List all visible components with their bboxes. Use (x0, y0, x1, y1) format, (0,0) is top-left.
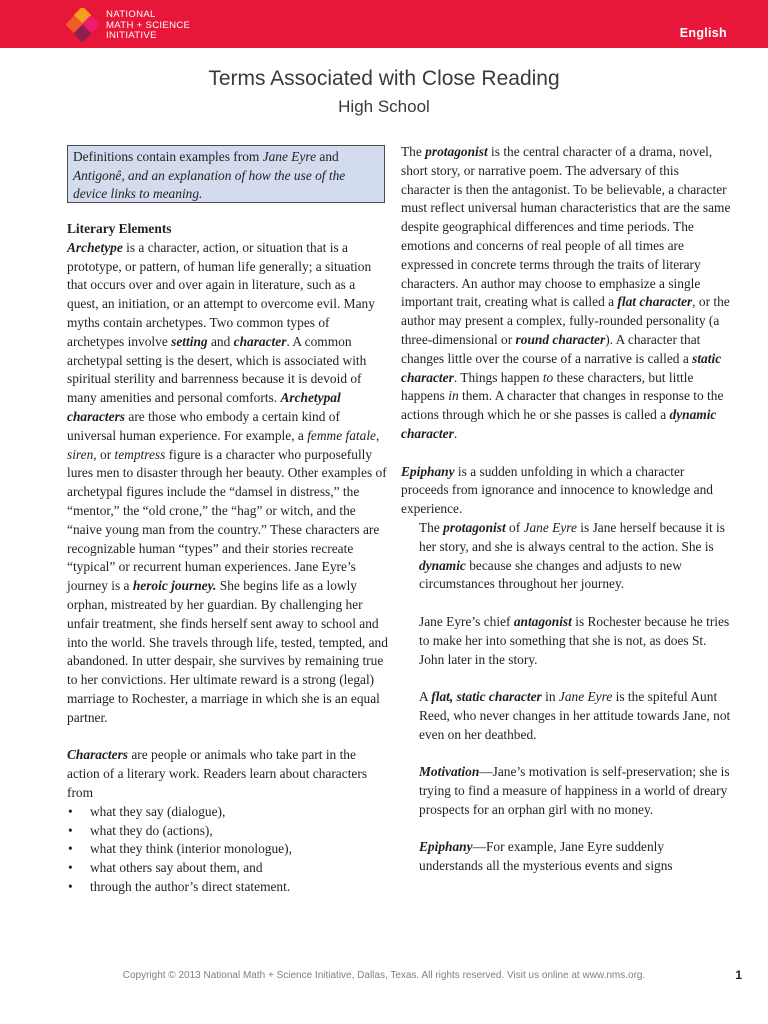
body-text-italic: femme fatale (307, 427, 376, 443)
list-item: • what they do (actions), (67, 822, 389, 841)
term-static-character: static character (401, 350, 722, 385)
list-item: • what they think (interior monologue), (67, 840, 389, 859)
body-text: ). A character that changes little over the course of a narrative is called a (401, 331, 701, 366)
term-archetype: Archetype (67, 239, 123, 255)
body-text: these characters, but little happens (401, 369, 694, 404)
nms-logo-icon[interactable] (66, 8, 100, 42)
note-text: Jane Eyre (262, 149, 317, 164)
term-epiphany: Epiphany (419, 839, 473, 855)
body-text: is a sudden unfolding in which a character proceeds from ignorance and innocence to knowledge and experience. (401, 463, 713, 517)
term-archetypal-characters: Archetypal characters (67, 390, 341, 424)
list-item: • what others say about them, and (67, 859, 389, 878)
body-text-italic: temptress (114, 446, 166, 462)
page-subtitle: High School (338, 97, 430, 116)
term-epiphany: Epiphany (401, 463, 455, 479)
body-text: are people or animals who take part in the action of a literary work. Readers learn about characters from (67, 747, 368, 800)
body-text: . Things happen (453, 369, 543, 385)
protagonist-paragraph (401, 143, 731, 444)
term-flat-static-character: flat, static character (431, 689, 542, 705)
body-text: . A common archetypal setting is the desert, which is associated with spiritual sterility and barrenness because it is devoid of many amenities and personal comforts. (67, 333, 367, 406)
body-text: A (419, 689, 432, 705)
definitions-note-box (67, 145, 385, 203)
term-antagonist: antagonist (513, 613, 572, 629)
body-text: is Jane herself because it is her story, and she is always central to the action. She is (419, 519, 725, 554)
term-dynamic-character: dynamic character (401, 407, 717, 441)
right-column (401, 143, 731, 876)
body-text: The (401, 144, 426, 159)
body-text: and (207, 333, 234, 349)
body-text-italic: Jane Eyre (558, 689, 613, 705)
jane-eyre-examples (401, 519, 731, 876)
archetype-paragraph (67, 239, 389, 728)
section-heading-literary-elements: Literary Elements (67, 221, 172, 236)
characters-paragraph (67, 746, 389, 802)
logo-line: MATH + SCIENCE (106, 19, 191, 31)
term-dynamic: dynamic (419, 557, 466, 573)
characterization-list (67, 803, 389, 897)
note-text: Antigonê, and an explanation of how the use of the device links to meaning. (73, 167, 346, 202)
body-text: —For example, Jane Eyre suddenly understands all the mysterious events and signs (419, 839, 673, 874)
left-column (67, 220, 389, 897)
page-title: Terms Associated with Close Reading (208, 67, 560, 90)
body-text: of (505, 519, 524, 535)
example-flat-static (419, 688, 731, 744)
example-motivation (419, 763, 731, 819)
body-text: The (419, 519, 444, 535)
body-text-italic: siren (67, 446, 94, 462)
note-text: and (316, 149, 339, 164)
epiphany-paragraph (401, 463, 731, 519)
copyright-footer: Copyright © 2013 National Math + Science Initiative, Dallas, Texas. All rights reserved. Visit us online at www.nms.org. (122, 970, 646, 981)
body-text: , or (93, 446, 115, 462)
list-item: • through the author’s direct statement. (67, 878, 389, 897)
body-text: figure is a character who purposefully lures men to disaster through her beauty. Other examples of archetypal figures include the “damsel in distress,” the “mentor,” the “old crone,” the “hag” or witch, and the “naive young man from the country.” These characters are recognizable human “types” and their stories recreate “typical” or recurrent human experiences. Jane Eyre’s journey is a (67, 446, 387, 594)
body-text: , (376, 427, 380, 443)
term-setting: setting (171, 333, 208, 349)
body-text: because she changes and adjusts to new circumstances throughout her journey. (419, 557, 682, 592)
page-number: 1 (735, 968, 742, 982)
language-selector[interactable]: English (679, 26, 727, 40)
body-text: , or the author may present a complex, fully-rounded personality (a three-dimensional or (401, 294, 730, 347)
body-text: them. A character that changes in response to the actions through which he or she passes is called a (401, 388, 724, 423)
header-bar (0, 0, 768, 48)
term-protagonist: protagonist (443, 519, 506, 535)
body-text: Jane Eyre’s chief (419, 613, 514, 629)
term-character: character (233, 333, 287, 349)
example-protagonist (419, 519, 731, 594)
body-text: —Jane’s motivation is self-preservation; she is trying to find a measure of happiness in a world of dreary prospects for an orphan girl with no money. (419, 764, 730, 817)
body-text: are those who embody a certain kind of universal human experience. For example, a (67, 408, 340, 443)
logo-line: INITIATIVE (106, 30, 157, 42)
term-motivation: Motivation (419, 764, 480, 780)
body-text-italic: to (542, 369, 554, 385)
term-round-character: round character (515, 331, 606, 347)
note-text: Definitions contain examples from (73, 149, 263, 164)
example-epiphany (419, 838, 731, 876)
body-text: She begins life as a lowly orphan, mistreated by her guardian. By challenging her unfair treatment, she finds herself sent away to school and into the world. She travels through life, tested, tempted, and abandoned. In utter despair, she survives by remaining true to her convictions. Her ultimate reward is a strong (legal) marriage to Rochester, a marriage in which she is an equal partner. (67, 578, 388, 725)
body-text: is the spiteful Aunt Reed, who never changes in her attitude towards Jane, not even on her deathbed. (419, 689, 731, 742)
example-antagonist (419, 613, 731, 669)
term-characters: Characters (67, 747, 129, 763)
body-text: is Rochester because he tries to make her into something that she is not, as does St. John later in the story. (419, 613, 730, 667)
term-protagonist: protagonist (425, 144, 488, 159)
list-item: • what they say (dialogue), (67, 803, 389, 822)
body-text: is the central character of a drama, novel, short story, or narrative poem. The adversary of this character is then the antagonist. To be believable, a character must reflect universal human characteristics that are the same despite geographical differences and time periods. The emotions and concerns of real people of all times are expressed in concrete terms through the traits of literary characters. An author may choose to emphasize a single important trait, creating what is called a (401, 144, 731, 310)
body-text: in (541, 689, 559, 705)
logo-wordmark[interactable] (106, 10, 190, 42)
term-flat-character: flat character (617, 294, 693, 310)
body-text: . (453, 425, 458, 441)
body-text-italic: Jane Eyre (523, 519, 577, 535)
term-heroic-journey: heroic journey. (132, 578, 217, 594)
body-text-italic: in (448, 388, 459, 404)
body-text: is a character, action, or situation that is a prototype, or pattern, of human life generally; a situation that occurs over and over again in literature, such as a quest, an initiation, or an attempt to overcome evil. Many myths contain archetypes. Two common types of archetypes involve (67, 239, 375, 349)
logo-line: NATIONAL (106, 9, 156, 20)
